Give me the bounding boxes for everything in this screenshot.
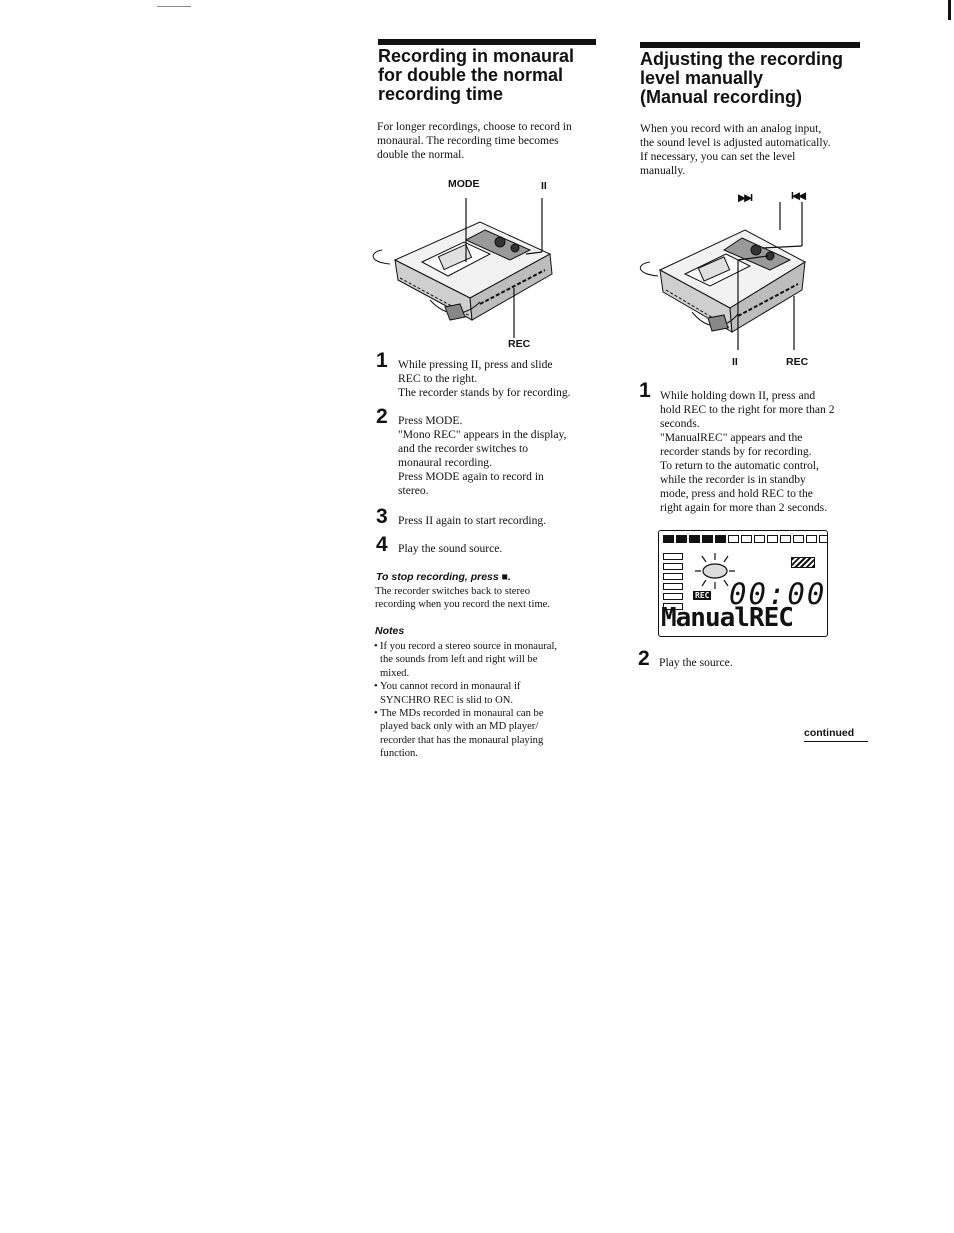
forward-label: ▶▶I [738,192,752,204]
step-number: 2 [376,405,388,428]
rec-label: REC [786,356,809,368]
right-heading-rule [640,42,860,48]
rec-badge: REC [695,591,710,600]
step-number: 3 [376,505,388,528]
left-heading-rule [378,39,596,45]
back-label: I◀◀ [791,190,805,202]
right-section-title: Adjusting the recording level manually (Manual recording) [640,49,844,107]
pause-label: II [541,180,547,192]
mode-text: ManualREC [661,603,793,633]
battery-icon [791,557,815,568]
level-meter [663,535,828,543]
lcd-display [658,530,828,637]
note-item: • If you record a stereo source in monaural, the sounds from left and right will be mixed. [374,640,604,680]
md-recorder-illustration [630,200,820,360]
level-segment [780,535,791,543]
time-readout: 00:00 [729,577,827,611]
level-segment [689,535,700,543]
step-number: 1 [639,379,651,402]
level-segment [793,535,804,543]
scan-mark [157,6,191,7]
level-segment [715,535,726,543]
side-meter [663,553,683,610]
step-text: Press MODE. "Mono REC" appears in the display, and the recorder switches to monaural recording. Press MODE again to record in stereo. [398,414,567,497]
right-intro: When you record with an analog input, the sound level is adjusted automatically. If necessary, you can set the level manually. [640,122,831,177]
level-segment [702,535,713,543]
note-item: • The MDs recorded in monaural can be played back only with an MD player/ recorder that has the monaural playing function. [374,707,604,761]
level-segment [676,535,687,543]
rec-label: REC [508,338,531,350]
level-segment [806,535,817,543]
notes-heading: Notes [375,625,405,637]
level-segment [767,535,778,543]
continued-label: continued [804,727,868,742]
stop-recording-text: The recorder switches back to stereo recording when you record the next time. [375,586,551,611]
step-text: Press II again to start recording. [398,514,547,527]
step-text: Play the source. [659,656,733,669]
step-text: While holding down II, press and hold REC to the right for more than 2 seconds. "ManualREC" appears and the recorder stands by for recording. To return to the automatic control, while the recorder is in standby mode, press and hold REC to the right again for more than 2 seconds. [660,389,835,514]
level-segment [741,535,752,543]
level-segment [754,535,765,543]
notes-list [374,640,604,761]
scan-mark [948,0,951,20]
md-recorder-illustration [360,192,560,342]
left-intro: For longer recordings, choose to record in monaural. The recording time becomes double the normal. [377,120,572,161]
left-section-title: Recording in monaural for double the normal recording time [378,46,575,104]
level-segment [819,535,828,543]
step-text: While pressing II, press and slide REC to the right. The recorder stands by for recording. [398,358,571,399]
step-number: 1 [376,349,388,372]
pause-label: II [732,356,738,368]
note-item: • You cannot record in monaural if SYNCHRO REC is slid to ON. [374,680,604,707]
step-number: 2 [638,647,650,670]
level-segment [728,535,739,543]
step-number: 4 [376,533,388,556]
mode-label: MODE [448,178,480,190]
step-text: Play the sound source. [398,542,503,555]
level-segment [663,535,674,543]
stop-recording-heading: To stop recording, press ■. [376,571,511,583]
